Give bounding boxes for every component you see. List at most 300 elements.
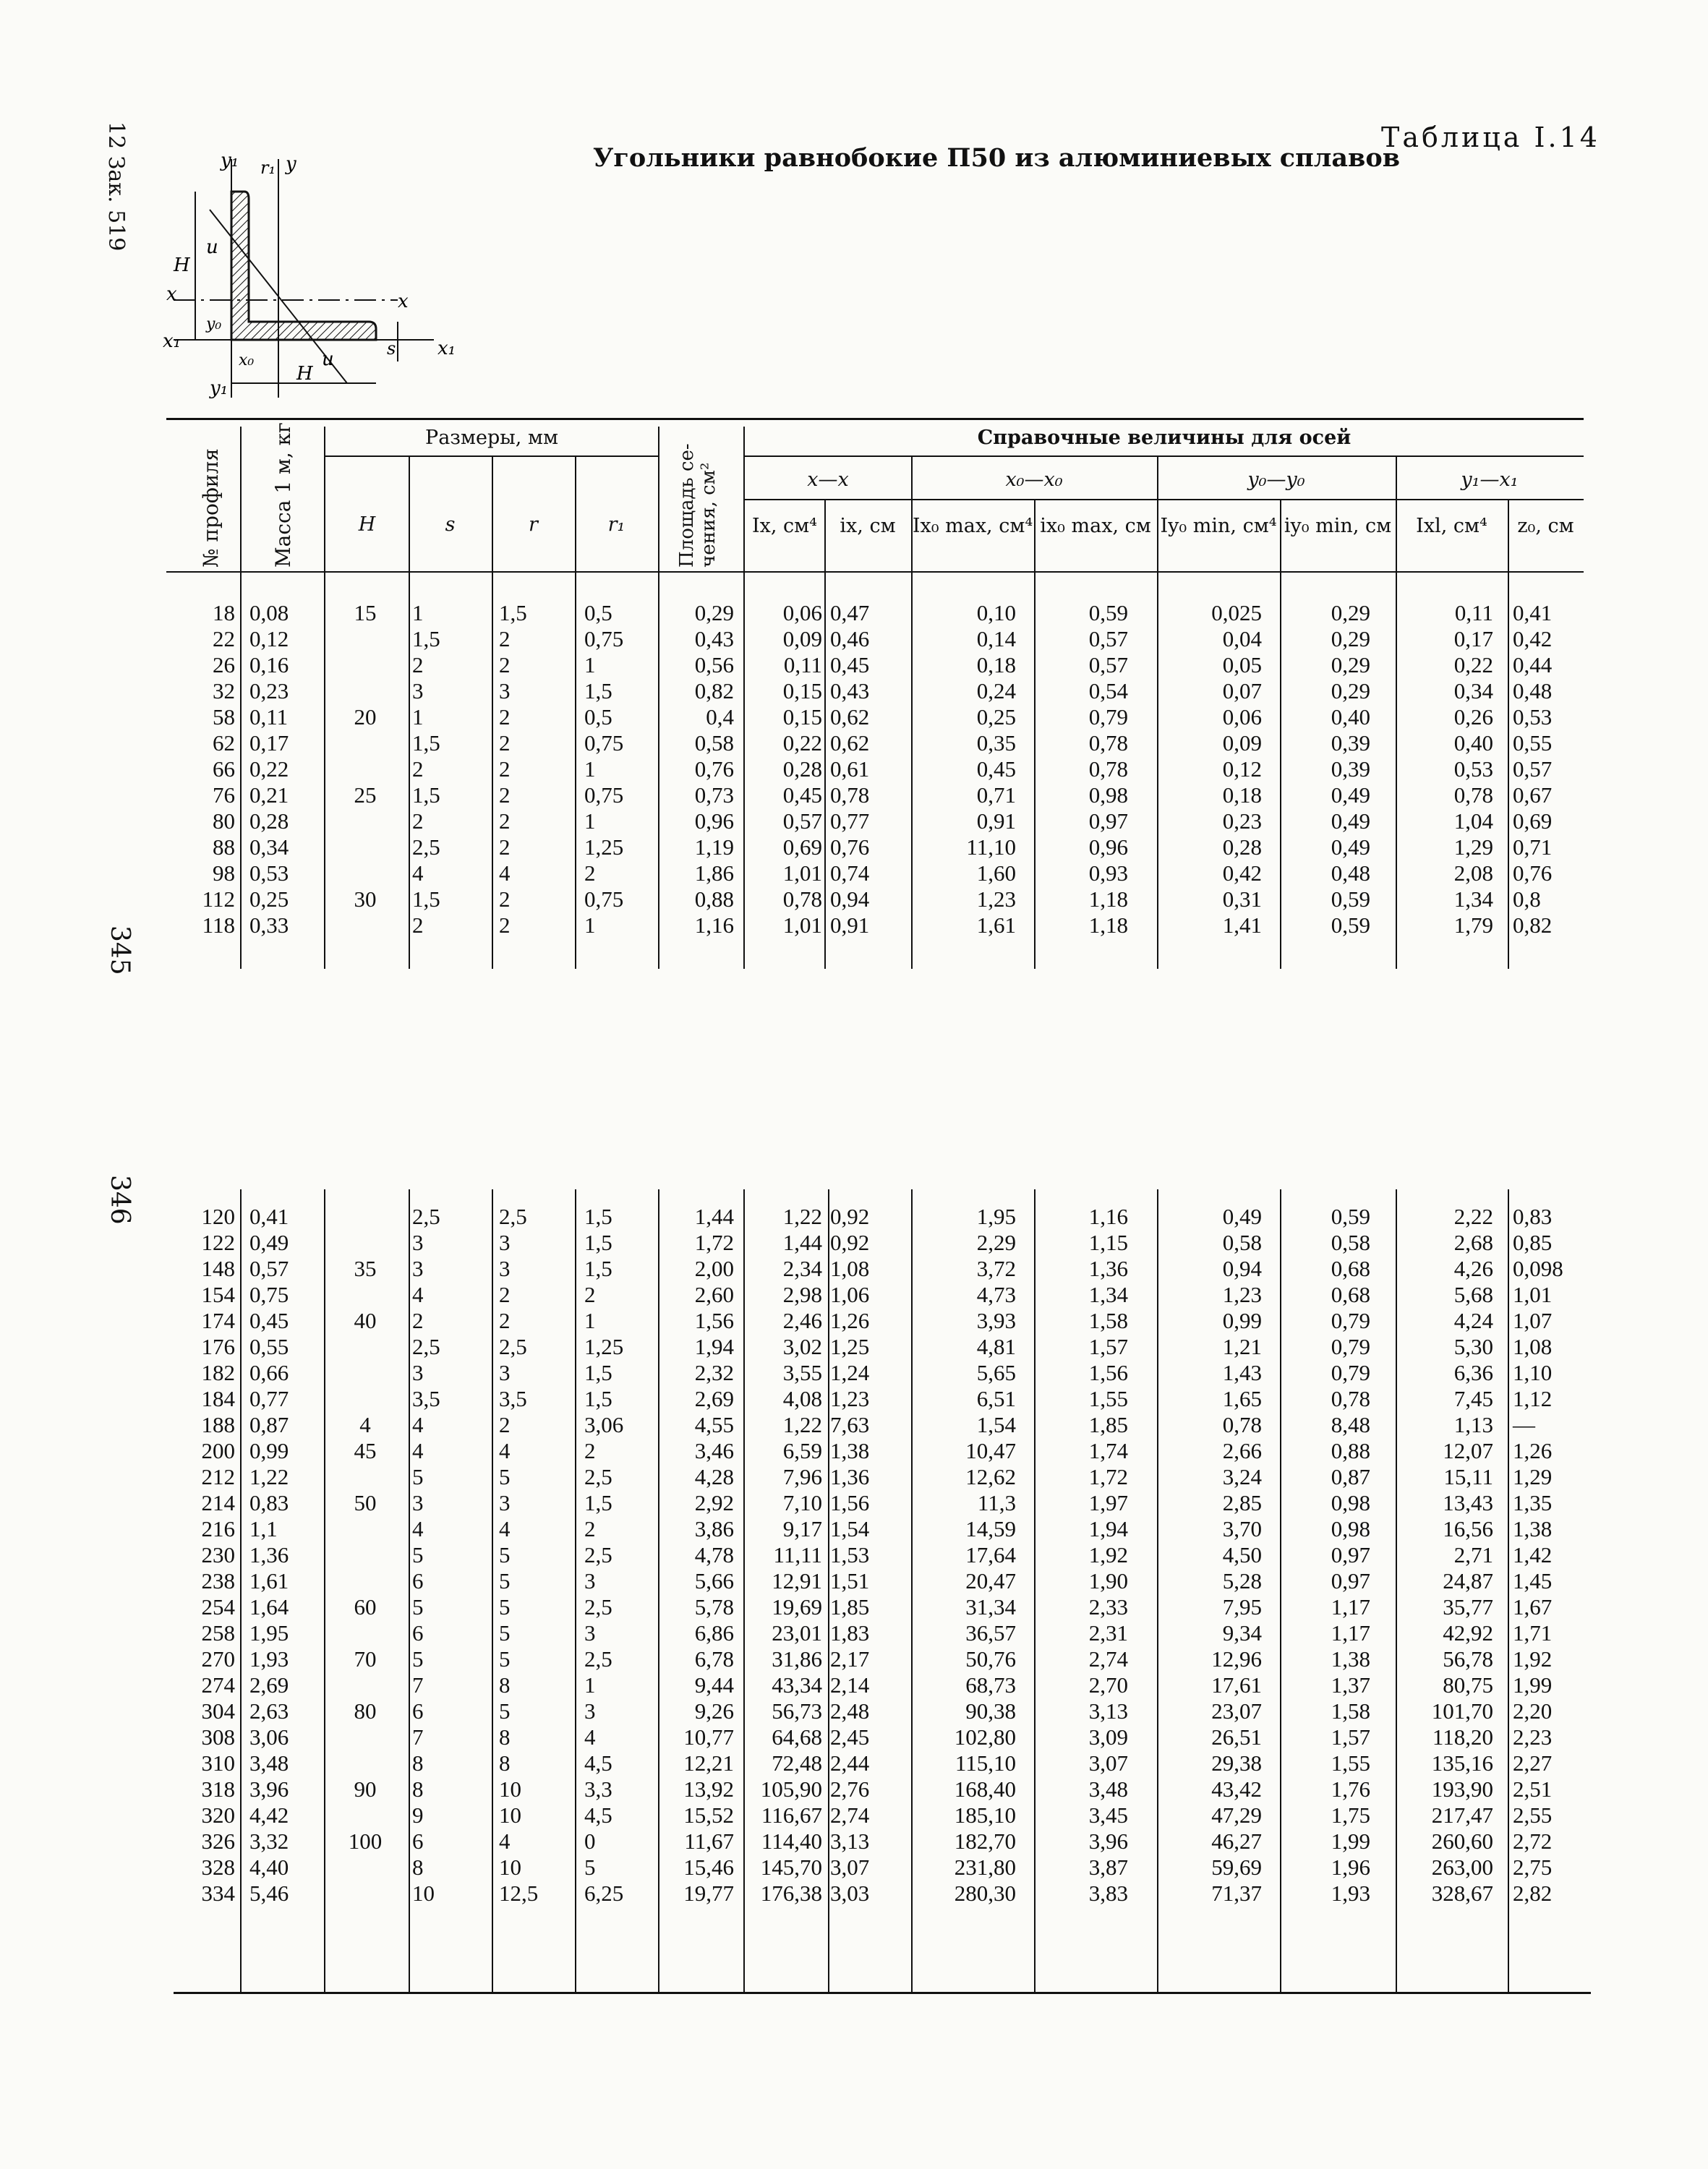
cell-r1: 2 [584, 1282, 596, 1307]
cell-z0: 1,12 [1513, 1386, 1553, 1411]
cell-r: 4 [499, 860, 511, 886]
cell-area: 1,16 [694, 912, 734, 938]
cell-mass: 2,63 [249, 1698, 289, 1724]
cell-s: 2,5 [412, 1204, 440, 1229]
header-H: H [358, 513, 376, 536]
cell-profile: 308 [201, 1724, 235, 1750]
cell-Ix0: 0,10 [976, 600, 1016, 625]
cell-Ix0: 0,45 [976, 756, 1016, 782]
cell-profile: 274 [201, 1672, 235, 1698]
cell-Ix1: 1,34 [1453, 886, 1493, 912]
cell-r: 2 [499, 1282, 511, 1307]
cell-profile: 254 [201, 1594, 235, 1620]
cell-ix0: 0,97 [1088, 808, 1128, 834]
header-z0: z₀, см [1517, 515, 1574, 537]
cell-area: 9,44 [694, 1672, 734, 1698]
cell-s: 3 [412, 678, 424, 703]
cell-ix0: 1,15 [1088, 1230, 1128, 1255]
cell-ix: 0,91 [830, 912, 870, 938]
cell-Ix1: 135,16 [1431, 1750, 1493, 1776]
cell-profile: 212 [201, 1464, 235, 1489]
cell-ix0: 0,98 [1088, 782, 1128, 808]
cell-Ix1: 7,45 [1453, 1386, 1493, 1411]
cell-Ix1: 56,78 [1443, 1646, 1493, 1672]
cell-Iy0: 1,21 [1222, 1334, 1262, 1359]
cell-Ix: 0,45 [782, 782, 822, 808]
header-iy0: iy₀ min, см [1284, 515, 1392, 537]
cell-iy0: 0,78 [1331, 1386, 1370, 1411]
column-iy0 [1284, 600, 1370, 938]
vrule-b2-2 [324, 1189, 325, 1992]
cell-iy0: 0,87 [1331, 1464, 1370, 1489]
cell-ix: 7,63 [830, 1412, 870, 1437]
cell-Ix0: 12,62 [965, 1464, 1016, 1489]
cell-r1: 2 [584, 860, 596, 886]
cell-ix0: 0,57 [1088, 652, 1128, 677]
cell-profile: 326 [201, 1828, 235, 1854]
label-y1: y₁ [221, 150, 239, 171]
cell-Iy0: 1,23 [1222, 1282, 1262, 1307]
column-s [412, 1204, 484, 1907]
cell-ix0: 1,55 [1088, 1386, 1128, 1411]
cell-r1: 1,5 [584, 1386, 612, 1411]
cell-Ix1: 0,11 [1454, 600, 1493, 625]
cell-mass: 0,49 [249, 1230, 289, 1255]
cell-z0: 0,85 [1513, 1230, 1553, 1255]
vrule-4 [492, 455, 493, 969]
cell-Ix0: 115,10 [955, 1750, 1016, 1776]
cell-ix: 2,44 [830, 1750, 870, 1776]
cell-area: 4,28 [694, 1464, 734, 1489]
header-mass: Масса 1 м, кг [271, 422, 295, 568]
vrule-9 [911, 455, 913, 969]
cell-Ix: 105,90 [760, 1776, 822, 1802]
label-r1: r₁ [260, 158, 276, 178]
cell-Ix0: 20,47 [965, 1568, 1016, 1593]
cell-Iy0: 1,41 [1222, 912, 1262, 938]
cell-r1: 2 [584, 1516, 596, 1541]
cell-mass: 0,99 [249, 1438, 289, 1463]
cell-Ix1: 16,56 [1443, 1516, 1493, 1541]
cell-r: 3,5 [499, 1386, 527, 1411]
cell-Iy0: 0,42 [1222, 860, 1262, 886]
cell-s: 4 [412, 1438, 424, 1463]
cell-profile: 334 [201, 1881, 235, 1906]
cell-ix0: 0,78 [1088, 730, 1128, 756]
cell-Ix: 1,44 [782, 1230, 822, 1255]
cell-z0: 1,07 [1513, 1308, 1553, 1333]
column-Iy0 [1161, 600, 1262, 938]
cell-ix: 3,07 [830, 1854, 870, 1880]
vrule-2 [324, 427, 325, 969]
cell-ix0: 3,96 [1088, 1828, 1128, 1854]
cell-profile: 318 [201, 1776, 235, 1802]
cell-Iy0: 12,96 [1211, 1646, 1262, 1672]
cell-Iy0: 0,05 [1222, 652, 1262, 677]
cell-z0: 0,69 [1513, 808, 1553, 834]
cell-r: 5 [499, 1464, 511, 1489]
header-Ix0: Ix₀ max, см⁴ [912, 515, 1033, 537]
cell-z0: 0,098 [1513, 1256, 1563, 1281]
cell-z0: 0,76 [1513, 860, 1553, 886]
vrule-b2-12 [1280, 1189, 1281, 1992]
cell-r: 5 [499, 1568, 511, 1593]
cell-iy0: 0,29 [1331, 600, 1370, 625]
cell-s: 3 [412, 1230, 424, 1255]
cell-Iy0: 0,06 [1222, 704, 1262, 730]
angle-section [231, 192, 376, 340]
cell-profile: 62 [213, 730, 235, 756]
cell-Ix0: 10,47 [965, 1438, 1016, 1463]
cell-profile: 148 [201, 1256, 235, 1281]
cell-Ix1: 2,22 [1453, 1204, 1493, 1229]
cell-Ix: 56,73 [772, 1698, 822, 1724]
cell-ix0: 0,79 [1088, 704, 1128, 730]
cell-profile: 88 [213, 834, 235, 860]
cell-s: 7 [412, 1672, 424, 1698]
cell-r: 8 [499, 1672, 511, 1698]
cell-Iy0: 0,04 [1222, 626, 1262, 651]
cell-ix0: 1,92 [1088, 1542, 1128, 1567]
cell-H: 100 [348, 1828, 383, 1854]
cell-z0: 1,99 [1513, 1672, 1553, 1698]
column-profile [174, 1204, 235, 1907]
cell-Ix: 19,69 [772, 1594, 822, 1620]
cell-Iy0: 0,09 [1222, 730, 1262, 756]
cell-z0: 0,71 [1513, 834, 1553, 860]
cell-s: 4 [412, 1516, 424, 1541]
cell-r: 5 [499, 1698, 511, 1724]
cell-mass: 4,42 [249, 1802, 289, 1828]
cell-r1: 0,5 [584, 600, 612, 625]
column-area [662, 1204, 734, 1907]
cell-Ix: 7,10 [782, 1490, 822, 1515]
cell-r1: 1,5 [584, 1256, 612, 1281]
cell-H [333, 1282, 398, 1308]
cell-r: 8 [499, 1724, 511, 1750]
cell-z0: 0,82 [1513, 912, 1553, 938]
header-Ix1: Ixl, см⁴ [1416, 515, 1487, 537]
cell-H [333, 1204, 398, 1230]
cell-z0: 0,42 [1513, 626, 1553, 651]
cell-r: 4 [499, 1516, 511, 1541]
cell-area: 0,82 [694, 678, 734, 703]
cell-iy0: 1,17 [1331, 1620, 1370, 1646]
cell-s: 8 [412, 1776, 424, 1802]
cell-z0: 0,55 [1513, 730, 1553, 756]
cell-Iy0: 26,51 [1211, 1724, 1262, 1750]
cell-Ix1: 1,13 [1453, 1412, 1493, 1437]
cell-r: 3 [499, 678, 511, 703]
column-Ix1 [1399, 600, 1493, 938]
cell-area: 1,56 [694, 1308, 734, 1333]
cell-ix: 1,26 [830, 1308, 870, 1333]
cell-H: 15 [354, 600, 377, 625]
vrule-11 [1157, 455, 1158, 969]
cell-ix: 0,46 [830, 626, 870, 651]
cell-iy0: 0,98 [1331, 1516, 1370, 1541]
cell-H: 30 [354, 886, 377, 912]
cell-ix: 0,74 [830, 860, 870, 886]
cell-area: 1,94 [694, 1334, 734, 1359]
cell-Iy0: 0,58 [1222, 1230, 1262, 1255]
header-r: r [529, 513, 538, 536]
cell-s: 4 [412, 1412, 424, 1437]
cell-area: 2,69 [694, 1386, 734, 1411]
cell-Ix1: 260,60 [1431, 1828, 1493, 1854]
cell-z0: 0,53 [1513, 704, 1553, 730]
cell-iy0: 0,59 [1331, 1204, 1370, 1229]
cell-area: 0,73 [694, 782, 734, 808]
column-Ix0 [915, 1204, 1016, 1907]
cell-area: 2,00 [694, 1256, 734, 1281]
cell-iy0: 0,98 [1331, 1490, 1370, 1515]
cell-Ix0: 0,14 [976, 626, 1016, 651]
cell-Iy0: 23,07 [1211, 1698, 1262, 1724]
cell-area: 4,78 [694, 1542, 734, 1567]
cell-Ix0: 0,35 [976, 730, 1016, 756]
cell-Ix0: 36,57 [965, 1620, 1016, 1646]
cell-H: 70 [354, 1646, 377, 1672]
cell-mass: 1,93 [249, 1646, 289, 1672]
cell-Ix0: 31,34 [965, 1594, 1016, 1620]
cell-Ix1: 217,47 [1431, 1802, 1493, 1828]
cell-r1: 2 [584, 1438, 596, 1463]
cell-Ix1: 15,11 [1443, 1464, 1493, 1489]
cell-Ix1: 2,71 [1453, 1542, 1493, 1567]
cell-Ix: 0,57 [782, 808, 822, 834]
label-y0: y₀ [206, 315, 222, 333]
cell-r1: 1 [584, 756, 596, 782]
column-Ix0 [915, 600, 1016, 938]
cell-Ix: 1,22 [782, 1412, 822, 1437]
cell-r: 2 [499, 912, 511, 938]
cell-Ix1: 193,90 [1431, 1776, 1493, 1802]
cell-Ix0: 0,25 [976, 704, 1016, 730]
cell-r: 5 [499, 1542, 511, 1567]
cell-r1: 3 [584, 1620, 596, 1646]
cell-Iy0: 0,94 [1222, 1256, 1262, 1281]
cell-ix: 2,14 [830, 1672, 870, 1698]
cell-Ix0: 68,73 [965, 1672, 1016, 1698]
cell-area: 10,77 [683, 1724, 734, 1750]
cell-Ix: 43,34 [772, 1672, 822, 1698]
cell-r: 2 [499, 1308, 511, 1333]
cell-Ix0: 182,70 [954, 1828, 1016, 1854]
cell-r: 10 [499, 1776, 521, 1802]
cell-Ix: 12,91 [772, 1568, 822, 1593]
cell-Ix: 31,86 [772, 1646, 822, 1672]
cell-iy0: 1,57 [1331, 1724, 1370, 1750]
cell-profile: 216 [201, 1516, 235, 1541]
cell-ix0: 3,09 [1088, 1724, 1128, 1750]
cell-Ix1: 4,26 [1453, 1256, 1493, 1281]
cell-mass: 0,17 [249, 730, 289, 756]
cell-iy0: 1,58 [1331, 1698, 1370, 1724]
cell-s: 6 [412, 1620, 424, 1646]
cell-Iy0: 43,42 [1211, 1776, 1262, 1802]
column-z0 [1513, 600, 1581, 938]
cell-ix0: 0,57 [1088, 626, 1128, 651]
cell-profile: 320 [201, 1802, 235, 1828]
cell-Iy0: 9,34 [1222, 1620, 1262, 1646]
cell-z0: 1,35 [1513, 1490, 1553, 1515]
cell-Ix: 0,69 [782, 834, 822, 860]
cell-r: 10 [499, 1854, 521, 1880]
vrule-10 [1034, 499, 1036, 969]
cell-s: 1,5 [412, 730, 440, 756]
cell-r1: 0,75 [584, 782, 624, 808]
cell-r: 2 [499, 1412, 511, 1437]
cell-Ix1: 5,68 [1453, 1282, 1493, 1307]
cell-profile: 182 [201, 1360, 235, 1385]
cell-Iy0: 2,85 [1222, 1490, 1262, 1515]
column-ix [830, 600, 902, 938]
cell-mass: 0,83 [249, 1490, 289, 1515]
cell-H: 60 [354, 1594, 377, 1620]
cell-iy0: 1,93 [1331, 1881, 1370, 1906]
cell-ix0: 3,13 [1088, 1698, 1128, 1724]
cell-mass: 5,46 [249, 1881, 289, 1906]
cell-Ix1: 1,04 [1453, 808, 1493, 834]
cell-H [333, 808, 398, 834]
vrule-b2-5 [575, 1189, 576, 1992]
column-area [662, 600, 734, 938]
cell-mass: 0,77 [249, 1386, 289, 1411]
cell-iy0: 0,29 [1331, 626, 1370, 651]
cell-r1: 2,5 [584, 1646, 612, 1672]
cell-Ix0: 0,18 [976, 652, 1016, 677]
cell-area: 0,88 [694, 886, 734, 912]
cell-ix: 1,54 [830, 1516, 870, 1541]
cell-ix: 1,25 [830, 1334, 870, 1359]
page-number-345: 345 [105, 925, 134, 975]
cell-mass: 0,08 [249, 600, 289, 625]
cell-ix: 1,38 [830, 1438, 870, 1463]
cell-area: 9,26 [694, 1698, 734, 1724]
cell-mass: 0,25 [249, 886, 289, 912]
cell-area: 13,92 [683, 1776, 734, 1802]
cell-area: 19,77 [683, 1881, 734, 1906]
cell-Ix: 6,59 [782, 1438, 822, 1463]
cell-Ix0: 11,10 [966, 834, 1016, 860]
cell-iy0: 0,97 [1331, 1568, 1370, 1593]
cell-iy0: 1,99 [1331, 1828, 1370, 1854]
cell-iy0: 0,39 [1331, 730, 1370, 756]
cell-z0: 0,41 [1513, 600, 1553, 625]
cell-area: 0,29 [694, 600, 734, 625]
cell-ix0: 1,16 [1088, 1204, 1128, 1229]
cell-mass: 3,96 [249, 1776, 289, 1802]
cell-Ix: 3,55 [782, 1360, 822, 1385]
cell-mass: 0,45 [249, 1308, 289, 1333]
cell-Ix: 0,28 [782, 756, 822, 782]
cell-mass: 0,53 [249, 860, 289, 886]
label-y: y [286, 153, 296, 175]
cell-s: 5 [412, 1646, 424, 1672]
cell-H [333, 1386, 398, 1412]
label-x0: x₀ [239, 351, 255, 369]
cell-Ix0: 17,64 [965, 1542, 1016, 1567]
label-h-bottom: H [296, 363, 313, 385]
cell-Ix: 0,78 [782, 886, 822, 912]
cell-mass: 0,12 [249, 626, 289, 651]
cell-area: 0,58 [694, 730, 734, 756]
cell-r: 3 [499, 1360, 511, 1385]
cell-Ix1: 0,40 [1453, 730, 1493, 756]
cell-s: 2,5 [412, 1334, 440, 1359]
cell-iy0: 0,88 [1331, 1438, 1370, 1463]
cell-ix0: 0,59 [1088, 600, 1128, 625]
cell-r1: 1 [584, 912, 596, 938]
cell-Ix: 0,06 [782, 600, 822, 625]
cell-mass: 1,61 [249, 1568, 289, 1593]
label-x-right: x [398, 291, 409, 312]
cell-Iy0: 46,27 [1211, 1828, 1262, 1854]
cell-ix: 0,43 [830, 678, 870, 703]
cell-H: 50 [354, 1490, 377, 1515]
header-ix: ix, см [840, 515, 896, 537]
cell-Ix1: 13,43 [1443, 1490, 1493, 1515]
cell-r1: 1,5 [584, 1360, 612, 1385]
cell-H [333, 1854, 398, 1881]
cell-r1: 0,75 [584, 626, 624, 651]
cell-area: 4,55 [694, 1412, 734, 1437]
column-ix [830, 1204, 902, 1907]
cell-ix: 1,06 [830, 1282, 870, 1307]
cell-s: 1 [412, 704, 424, 730]
cell-Ix0: 3,93 [976, 1308, 1016, 1333]
header-sizes: Размеры, мм [425, 427, 558, 449]
cell-H [333, 1750, 398, 1776]
cell-r1: 3 [584, 1568, 596, 1593]
cell-iy0: 0,97 [1331, 1542, 1370, 1567]
cell-r: 5 [499, 1620, 511, 1646]
cell-area: 0,76 [694, 756, 734, 782]
cell-r1: 6,25 [584, 1881, 624, 1906]
label-x1: x₁ [163, 330, 182, 352]
cell-profile: 66 [213, 756, 235, 782]
cell-r: 4 [499, 1828, 511, 1854]
cell-r: 5 [499, 1646, 511, 1672]
cell-iy0: 0,68 [1331, 1256, 1370, 1281]
cell-ix: 1,85 [830, 1594, 870, 1620]
cell-s: 2,5 [412, 834, 440, 860]
cell-ix: 1,08 [830, 1256, 870, 1281]
vrule-6 [658, 427, 659, 969]
cell-Ix1: 263,00 [1431, 1854, 1493, 1880]
cell-ix: 3,13 [830, 1828, 870, 1854]
cell-Iy0: 17,61 [1211, 1672, 1262, 1698]
cell-mass: 0,75 [249, 1282, 289, 1307]
cell-Ix0: 1,54 [976, 1412, 1016, 1437]
cell-s: 2 [412, 808, 424, 834]
cell-Ix0: 280,30 [954, 1881, 1016, 1906]
cell-ix: 2,45 [830, 1724, 870, 1750]
header-r1: r₁ [607, 513, 625, 536]
cell-iy0: 1,37 [1331, 1672, 1370, 1698]
cell-s: 1,5 [412, 782, 440, 808]
vrule-7 [743, 427, 745, 969]
cell-Ix0: 3,72 [976, 1256, 1016, 1281]
cell-H [333, 652, 398, 678]
cell-ix: 2,76 [830, 1776, 870, 1802]
cell-ix: 0,92 [830, 1230, 870, 1255]
cell-r1: 4 [584, 1724, 596, 1750]
cell-Ix0: 11,3 [977, 1490, 1016, 1515]
cell-Ix: 116,67 [761, 1802, 822, 1828]
vrule-b2-8 [828, 1189, 829, 1992]
